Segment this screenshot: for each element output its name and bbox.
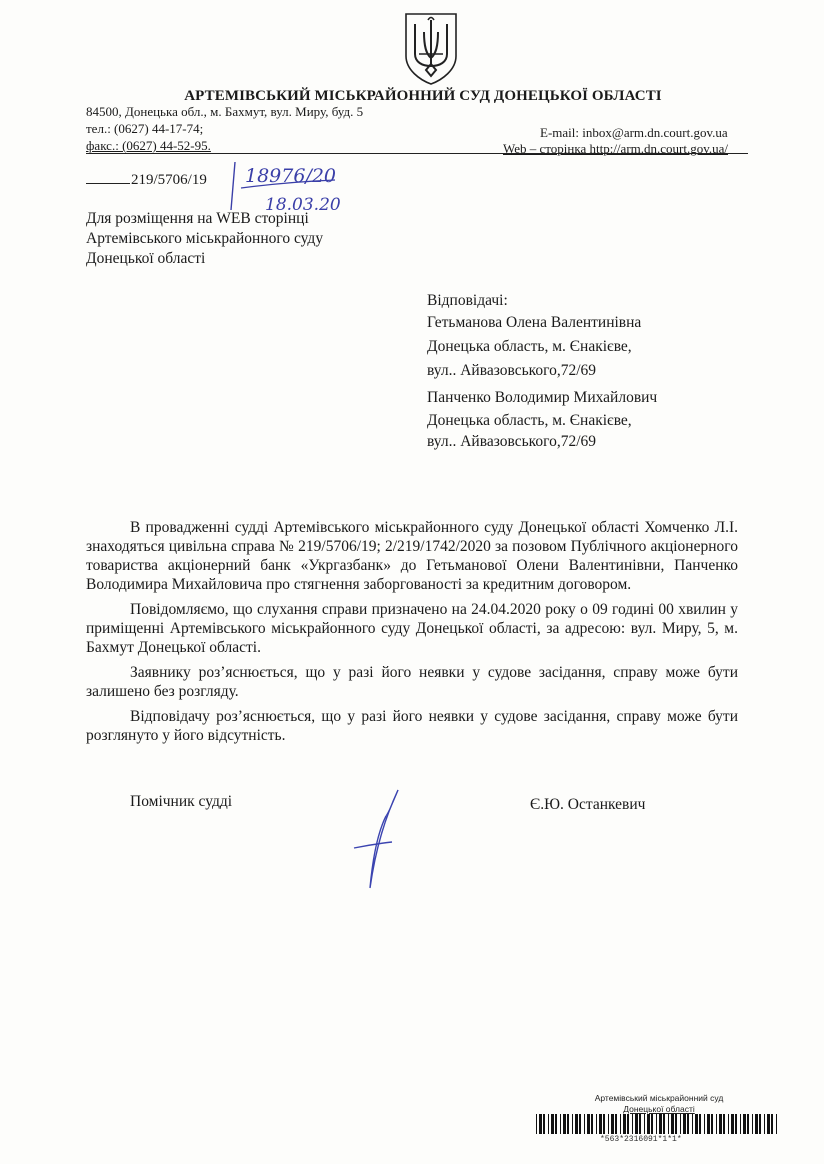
court-address: 84500, Донецька обл., м. Бахмут, вул. Миру, буд. 5 [86,104,364,119]
paragraph-hearing: Повідомляємо, що слухання справи призначено на 24.04.2020 року о 09 годині 00 хвилин у приміщенні Артемівського міськрайонного суду Донецької області, за адресою: вул. Миру, 5, м. Бахмут Донецької області. [86,601,738,656]
handwritten-date: 18.03.20 [265,195,341,215]
respondents-label: Відповідачі: [427,292,508,309]
barcode-bar [587,1114,590,1134]
barcode-bar [668,1114,669,1134]
barcode [536,1114,779,1134]
barcode-bar [656,1114,657,1134]
barcode-bar [695,1114,698,1134]
respondent-1-street: вул.. Айвазовського,72/69 [427,362,597,379]
signatory-position: Помічник судді [130,793,233,810]
placement-note-line-2: Артемівського міськрайонного суду [86,230,324,247]
barcode-bar [719,1114,722,1134]
handwritten-registration [227,158,345,216]
barcode-bar [755,1114,758,1134]
barcode-bar [591,1114,593,1134]
stamp-line-2: Донецької області [623,1104,695,1114]
barcode-bar [632,1114,633,1134]
barcode-bar [651,1114,653,1134]
court-name: АРТЕМІВСЬКИЙ МІСЬКРАЙОННИЙ СУД ДОНЕЦЬКОЇ ОБЛАСТІ [184,88,662,104]
paragraph-defendant: Відповідачу роз’яснюється, що у разі його неявки у судове засідання, справу може бути розглянуто у його відсутність. [86,708,738,744]
barcode-bar [551,1114,554,1134]
barcode-bar [731,1114,734,1134]
paragraph-plaintiff: Заявнику роз’яснюється, що у разі його неявки у судове засідання, справу може бути залишено без розгляду. [86,664,738,700]
barcode-bar [692,1114,693,1134]
barcode-bar [575,1114,578,1134]
barcode-bar [539,1114,542,1134]
barcode-bar [747,1114,749,1134]
barcode-bar [680,1114,681,1134]
barcode-bar [563,1114,566,1134]
barcode-bar [728,1114,729,1134]
barcode-bar [663,1114,665,1134]
barcode-bar [555,1114,557,1134]
barcode-bar [735,1114,737,1134]
barcode-bar [659,1114,662,1134]
placement-note-line-3: Донецької області [86,250,206,267]
barcode-bar [599,1114,602,1134]
court-phone: тел.: (0627) 44-17-74; [86,121,204,136]
barcode-bar [776,1114,777,1134]
court-email: E-mail: inbox@arm.dn.court.gov.ua [540,125,728,140]
barcode-bar [603,1114,605,1134]
barcode-bar [623,1114,626,1134]
barcode-bar [596,1114,597,1134]
respondent-2-street: вул.. Айвазовського,72/69 [427,433,597,450]
case-number: 219/5706/19 [131,172,207,188]
barcode-bar [567,1114,569,1134]
barcode-bar [611,1114,614,1134]
coat-of-arms-icon [402,10,460,86]
barcode-bar [536,1114,537,1134]
respondent-1-city: Донецька область, м. Єнакієве, [427,338,632,355]
handwritten-number: 18976/20 [245,165,337,187]
barcode-bar [671,1114,674,1134]
barcode-bar [647,1114,650,1134]
barcode-bar [615,1114,617,1134]
barcode-bar [767,1114,770,1134]
barcode-bar [704,1114,705,1134]
barcode-bar [584,1114,585,1134]
registration-stamp [581,1093,737,1115]
barcode-bar [644,1114,645,1134]
stamp-line-1: Артемівський міськрайонний суд [594,1093,724,1103]
barcode-bar [543,1114,545,1134]
barcode-bar [572,1114,573,1134]
barcode-bar [548,1114,549,1134]
respondent-2-name: Панченко Володимир Михайлович [427,389,658,406]
respondent-1-name: Гетьманова Олена Валентинівна [427,314,642,331]
case-reference [86,170,207,189]
barcode-bar [752,1114,753,1134]
barcode-bar [716,1114,717,1134]
barcode-bar [635,1114,638,1134]
barcode-bar [627,1114,629,1134]
barcode-bar [740,1114,741,1134]
respondent-2-city: Донецька область, м. Єнакієве, [427,412,632,429]
barcode-bar [675,1114,677,1134]
barcode-bar [687,1114,689,1134]
barcode-text: *563*2316091*1*1* [600,1135,682,1144]
signatory-name: Є.Ю. Останкевич [530,796,646,813]
placement-note-line-1: Для розміщення на WEB сторінці [86,210,309,227]
barcode-bar [699,1114,701,1134]
notice-body [86,518,738,745]
barcode-bar [711,1114,713,1134]
barcode-bar [560,1114,561,1134]
barcode-bar [579,1114,581,1134]
barcode-bar [771,1114,773,1134]
court-fax: факс.: (0627) 44-52-95. [86,138,211,153]
barcode-bar [608,1114,609,1134]
barcode-bar [683,1114,686,1134]
barcode-bar [639,1114,641,1134]
blank-line [86,170,130,184]
handwritten-signature [346,786,406,892]
barcode-bar [707,1114,710,1134]
barcode-bar [723,1114,725,1134]
header-divider [86,153,748,154]
court-website: Web – сторінка http://arm.dn.court.gov.ua/ [503,141,729,156]
barcode-bar [620,1114,621,1134]
barcode-bar [764,1114,765,1134]
barcode-bar [759,1114,761,1134]
paragraph-case: В провадженні судді Артемівського міськрайонного суду Донецької області Хомченко Л.І. знаходяться цивільна справа № 219/5706/19; 2/219/1742/2020 за позовом Публічного акціонерного товариства акціонерний банк «Укргазбанк» до Гетьманової Олени Валентинівни, Панченко Володимира Михайловича про стягнення заборгованості за кредитним договором. [86,519,738,593]
barcode-bar [743,1114,746,1134]
